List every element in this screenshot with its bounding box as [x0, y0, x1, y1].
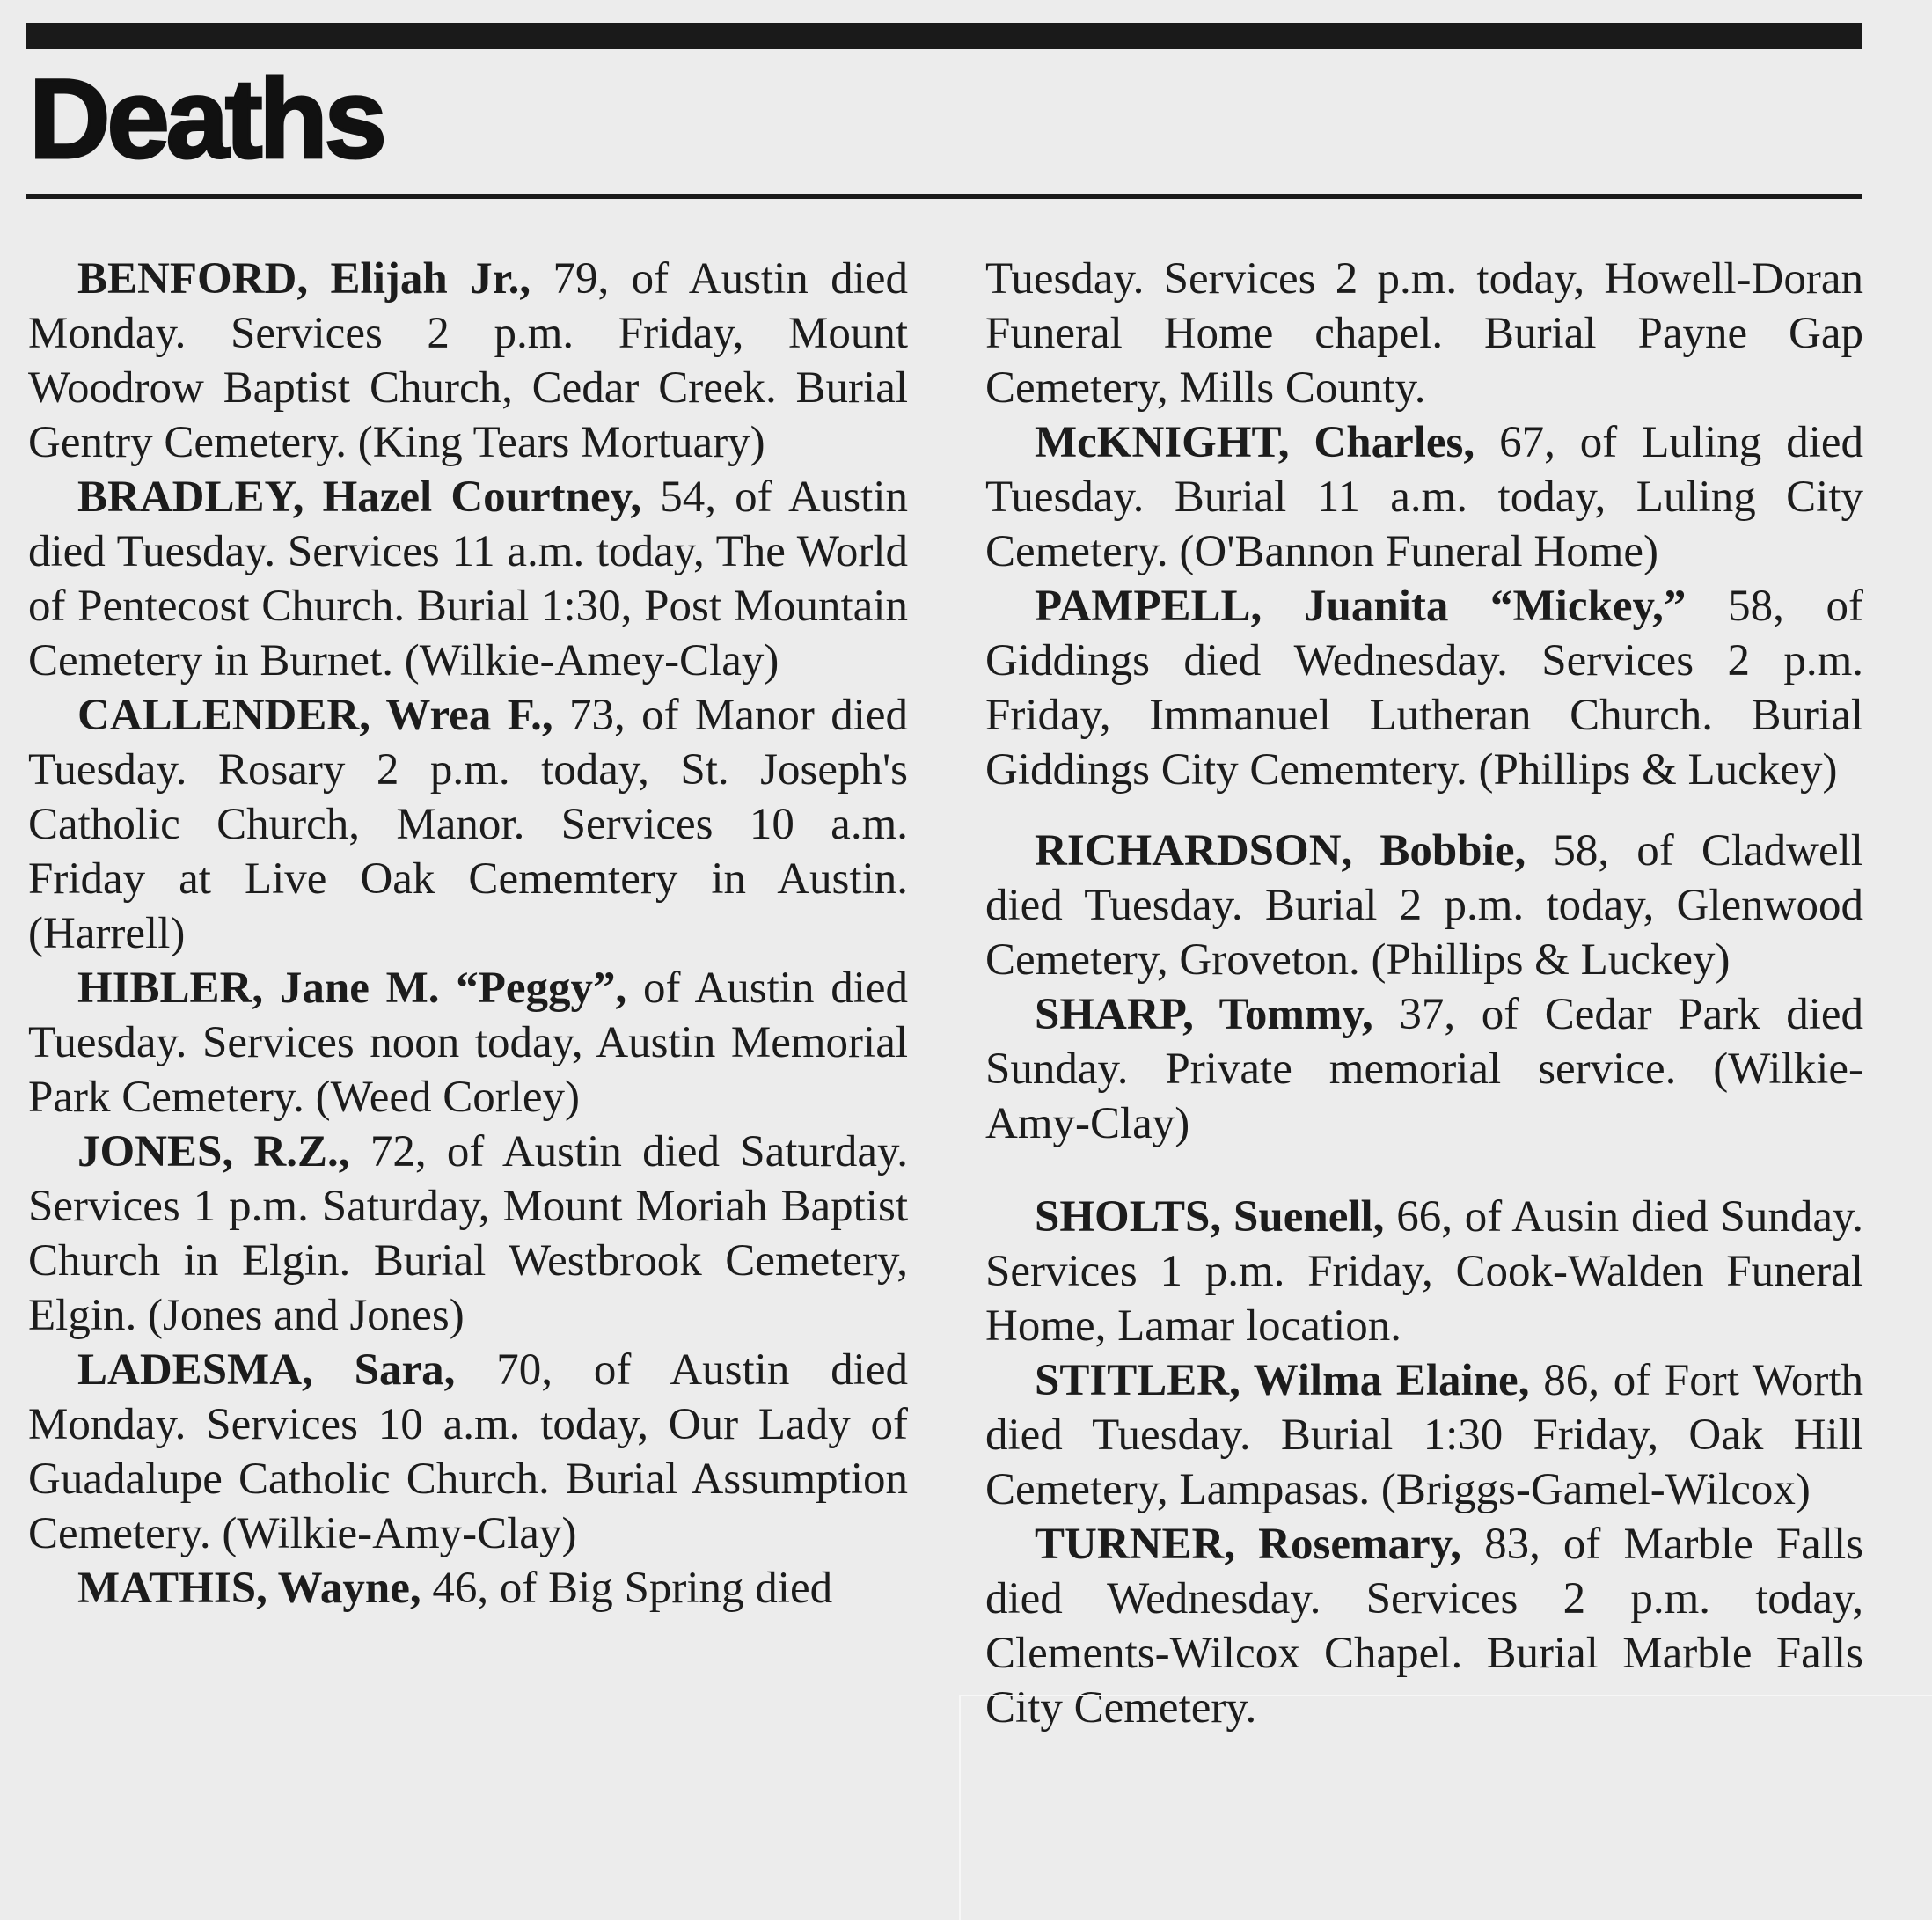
obituary-name: HIBLER, Jane M. “Peggy”, — [77, 964, 627, 1013]
obituary-entry-continued — [985, 252, 1863, 415]
obituary-text: 54, of Austin died Tuesday. Services 11 a.m. today, The World of Pentecost Church. Burial 1:30, Post Mountain Cemetery in Burnet. (Wilkie-Amey-Clay) — [28, 473, 908, 685]
obituary-text: 72, of Austin died Saturday. Services 1 p.m. Saturday, Mount Moriah Baptist Church in Elgin. Burial Westbrook Cemetery, Elgin. (Jones and Jones) — [28, 1127, 908, 1340]
obituary-name: SHOLTS, Suenell, — [1035, 1192, 1385, 1242]
section-heading: Deaths — [29, 56, 384, 182]
obituary-name: SHARP, Tommy, — [1035, 990, 1373, 1039]
obituary-entry — [985, 824, 1863, 987]
obituary-text: 67, of Luling died Tuesday. Burial 11 a.m. today, Luling City Cemetery. (O'Bannon Funeral Home) — [985, 418, 1863, 576]
obituary-entry — [28, 470, 908, 688]
obituary-entry — [985, 1353, 1863, 1517]
obituary-text: 58, of Cladwell died Tuesday. Burial 2 p.m. today, Glenwood Cemetery, Groveton. (Phillips & Luckey) — [985, 826, 1863, 985]
obituary-text: 73, of Manor died Tuesday. Rosary 2 p.m. today, St. Joseph's Catholic Church, Manor. Services 10 a.m. Friday at Live Oak Cememtery in Austin. (Harrell) — [28, 691, 909, 958]
obituary-name: BENFORD, Elijah Jr., — [77, 254, 531, 304]
obituary-text: 58, of Giddings died Wednesday. Services 2 p.m. Friday, Immanuel Lutheran Church. Burial Giddings City Cememtery. (Phillips & Luckey) — [985, 582, 1863, 795]
obituary-name: MATHIS, Wayne, — [77, 1564, 421, 1613]
obituary-text: 46, of Big Spring died — [421, 1564, 833, 1613]
obituary-entry — [985, 987, 1863, 1151]
obituary-name: JONES, R.Z., — [77, 1127, 350, 1176]
obituary-entry — [985, 1517, 1863, 1735]
obituary-entry — [985, 579, 1863, 797]
obituary-entry — [985, 415, 1863, 579]
obituary-name: CALLENDER, Wrea F., — [77, 691, 553, 740]
obituary-entry — [28, 1125, 908, 1343]
obituary-text: 86, of Fort Worth died Tuesday. Burial 1:30 Friday, Oak Hill Cemetery, Lampasas. (Briggs-Gamel-Wilcox) — [985, 1356, 1863, 1514]
top-rule — [26, 23, 1862, 49]
heading-rule — [26, 194, 1862, 199]
obituary-name: LADESMA, Sara, — [77, 1345, 456, 1395]
obituary-entry — [28, 688, 908, 961]
obituary-name: TURNER, Rosemary, — [1035, 1520, 1462, 1569]
obituary-text: 79, of Austin died Monday. Services 2 p.m. Friday, Mount Woodrow Baptist Church, Cedar Creek. Burial Gentry Cemetery. (King Tears Mortuary) — [28, 254, 908, 467]
obituary-entry — [28, 252, 908, 470]
obituary-text: 70, of Austin died Monday. Services 10 a.m. today, Our Lady of Guadalupe Catholic Church. Burial Assumption Cemetery. (Wilkie-Amy-Clay) — [28, 1345, 908, 1558]
obituary-name: RICHARDSON, Bobbie, — [1035, 826, 1526, 876]
obituary-text: 83, of Marble Falls died Wednesday. Services 2 p.m. today, Clements-Wilcox Chapel. Burial Marble Falls City Cemetery. — [985, 1520, 1863, 1733]
right-column — [985, 252, 1863, 1735]
obituary-entry — [28, 1561, 908, 1616]
obituary-name: McKNIGHT, Charles, — [1035, 418, 1475, 467]
obituary-entry — [28, 961, 908, 1125]
obituary-text: 66, of Ausin died Sunday. Services 1 p.m. Friday, Cook-Walden Funeral Home, Lamar location. — [985, 1192, 1863, 1351]
obituary-entry — [985, 1190, 1863, 1353]
obituary-name: PAMPELL, Juanita “Mickey,” — [1035, 582, 1687, 631]
obituary-name: STITLER, Wilma Elaine, — [1035, 1356, 1530, 1405]
obituary-entry — [28, 1343, 908, 1561]
obituary-name: BRADLEY, Hazel Courtney, — [77, 473, 642, 522]
left-column — [28, 252, 908, 1616]
obituary-text: 37, of Cedar Park died Sunday. Private memorial service. (Wilkie-Amy-Clay) — [985, 990, 1863, 1148]
obituary-text: of Austin died Tuesday. Services noon today, Austin Memorial Park Cemetery. (Weed Corley) — [28, 964, 908, 1122]
obituary-text: Tuesday. Services 2 p.m. today, Howell-Doran Funeral Home chapel. Burial Payne Gap Cemetery, Mills County. — [985, 254, 1863, 413]
